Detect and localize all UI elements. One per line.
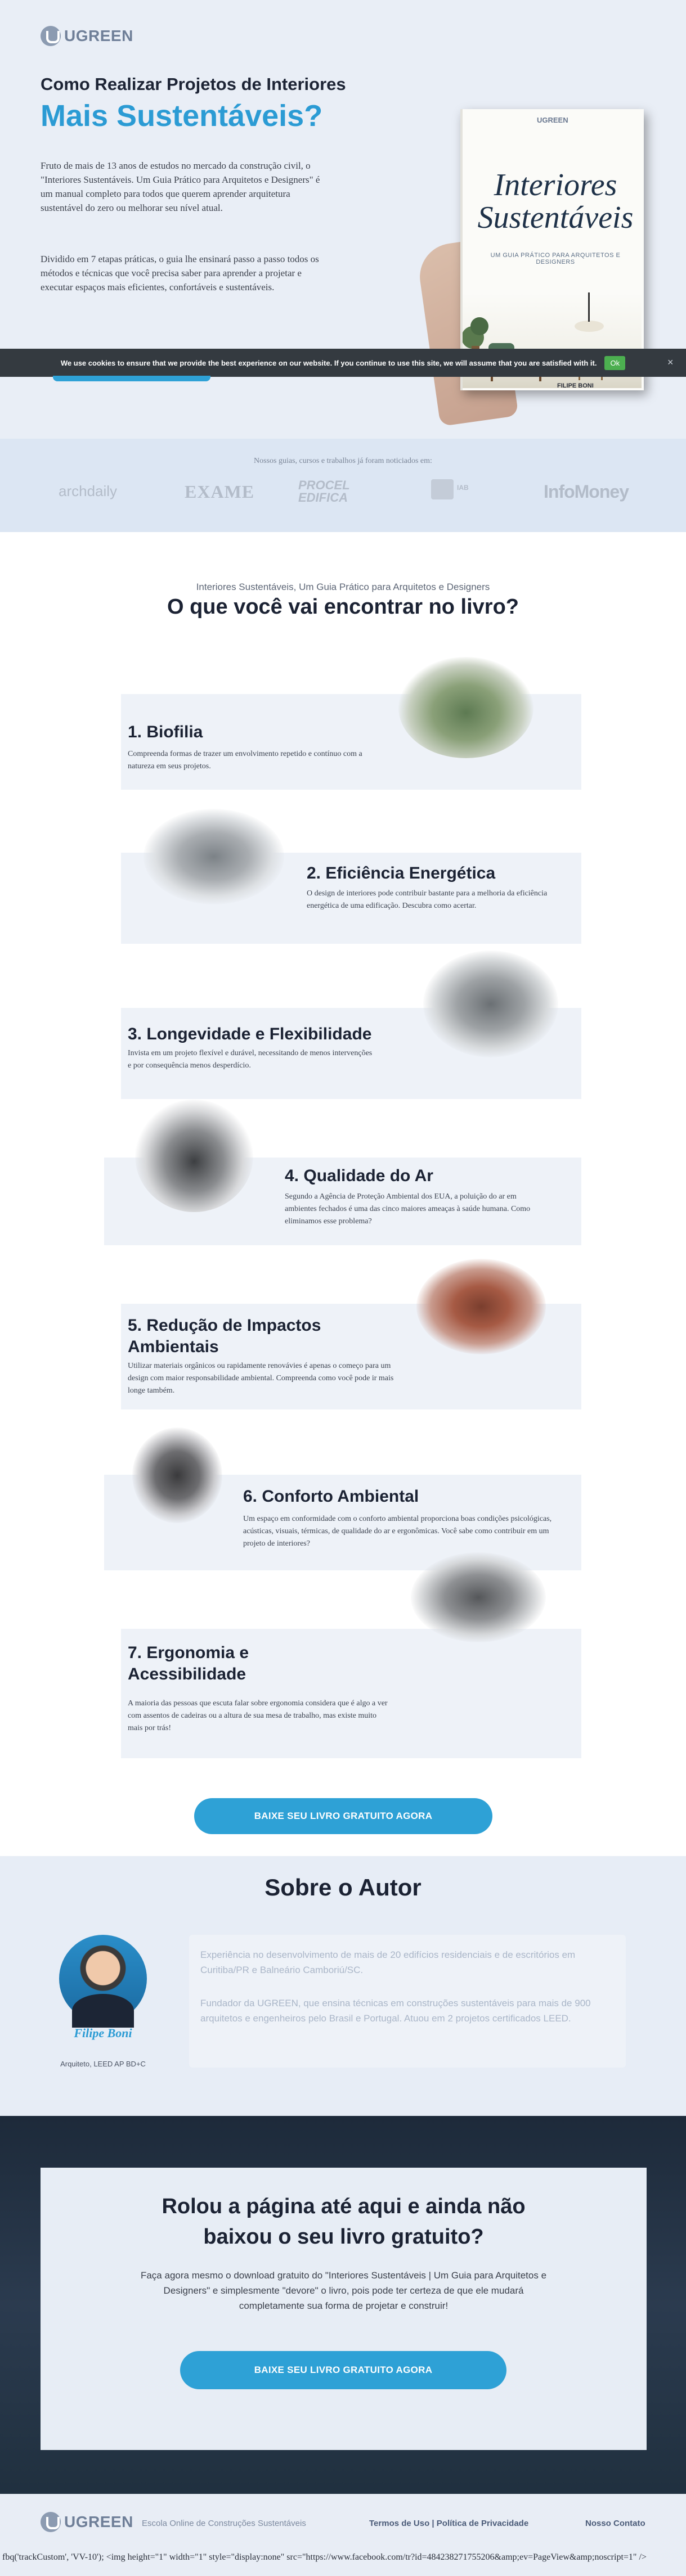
chapter-title-4: 4. Qualidade do Ar — [285, 1167, 433, 1185]
qualidade-do-ar-image — [135, 1100, 253, 1212]
impactos-ambientais-image — [416, 1259, 546, 1354]
biofilia-image — [398, 657, 533, 758]
cookie-text: We use cookies to ensure that we provide the best experience on our website. If you continue to use this site, we will assume that you are satisfied with it. — [60, 358, 597, 367]
author-bio-1: Experiência no desenvolvimento de mais de 20 edifícios residenciais e de escritórios em Curitiba/PR e Balneário Camboriú/SC. — [200, 1949, 576, 1975]
longevidade-image — [423, 951, 558, 1057]
header-logo-text: UGREEN — [64, 27, 133, 44]
cookie-close-icon[interactable]: × — [667, 357, 674, 368]
chapter-title-6: 6. Conforto Ambiental — [243, 1487, 419, 1506]
hero-title-line2: Mais Sustentáveis? — [41, 99, 323, 133]
chapter-text-2: O design de interiores pode contribuir bastante para a melhoria da eficiência energética de uma edificação. Descubra como acertar. — [307, 889, 548, 910]
press-label: Nossos guias, cursos e trabalhos já foram noticiados em: — [254, 457, 432, 465]
chapter-text-7: A maioria das pessoas que escuta falar sobre ergonomia considera que é algo a ver com assentos de cadeiras ou a altura de sua mesa de trabalho, mas existe muito mais por trás! — [128, 1699, 388, 1732]
chapter-text-6: Um espaço em conformidade com o conforto ambiental proporciona boas condições psicológicas, acústicas, visuais, térmicas, de qualidade do ar e ergonômicas. Você sabe como contribuir em um projeto de interiores? — [243, 1515, 552, 1548]
chapter-text-5: Utilizar materiais orgânicos ou rapidamente renovávies é apenas o começo para um design com maior responsabilidade ambiental. Compreenda como você pode ir mais longe também. — [128, 1362, 394, 1395]
footer — [0, 2494, 686, 2576]
book-subtitle: UM GUIA PRÁTICO PARA ARQUITETOS E DESIGNERS — [490, 252, 621, 265]
exame-logo: EXAME — [185, 481, 255, 502]
hero-download-button[interactable] — [53, 376, 210, 381]
ugreen-logo-icon — [41, 26, 61, 46]
footer-logo[interactable] — [41, 2512, 133, 2532]
final-cta-title: Rolou a página até aqui e ainda não baixou o seu livro gratuito? — [162, 2195, 526, 2249]
chapter-title-5: 5. Redução de Impactos Ambientais — [128, 1316, 321, 1356]
chapter-title-2: 2. Eficiência Energética — [307, 864, 496, 882]
book-logo: UGREEN — [537, 116, 568, 124]
infomoney-logo: InfoMoney — [544, 481, 629, 502]
header-logo[interactable] — [41, 26, 133, 46]
chapter-text-4: Segundo a Agência de Proteção Ambiental dos EUA, a poluição do ar em ambientes fechados é uma das cinco maiores ameaças à saúde humana. Como eliminamos esse problema? — [285, 1192, 531, 1226]
archdaily-logo: archdaily — [59, 483, 118, 499]
chapter-title-7: 7. Ergonomia e Acessibilidade — [128, 1643, 249, 1683]
footer-terms-privacy-link[interactable]: Termos de Uso | Política de Privacidade — [369, 2519, 529, 2528]
hero-paragraph-2: Dividido em 7 etapas práticas, o guia lhe ensinará passo a passo todos os métodos e técnicas que você precisa saber para aprender a projetar e executar espaços mais eficientes, confortáveis e sustentáveis. — [41, 254, 319, 292]
hero-title-line1: Como Realizar Projetos de Interiores — [41, 74, 346, 94]
final-cta-text: Faça agora mesmo o download gratuito do "Interiores Sustentáveis | Um Guia para Arquitetos e Designers" e simplesmente "devore" o livro, pois pode ter certeza de que ele mudará completamente sua forma de projetar e construir! — [140, 2270, 547, 2311]
author-bio-2: Fundador da UGREEN, que ensina técnicas em construções sustentáveis para mais de 900 arquitetos e engenheiros pelo Brasil e Portugal. Atuou em 2 projetos certificados LEED. — [200, 1998, 591, 2024]
chapter-text-3: Invista em um projeto flexível e durável, necessitando de menos intervenções e por consequência menos desperdício. — [128, 1049, 373, 1070]
chapter-text-1: Compreenda formas de trazer um envolvimento repetido e contínuo com a natureza em seus projetos. — [128, 750, 362, 771]
footer-logo-text: UGREEN — [64, 2513, 133, 2530]
chapter-title-1: 1. Biofilia — [128, 723, 203, 741]
footer-school-text: Escola Online de Construções Sustentáveis — [142, 2519, 306, 2528]
author-section-title: Sobre o Autor — [264, 1874, 422, 1901]
iab-logo-icon — [431, 479, 454, 499]
final-download-button[interactable]: BAIXE SEU LIVRO GRATUITO AGORA — [180, 2351, 506, 2389]
content-subtitle: Interiores Sustentáveis, Um Guia Prático para Arquitetos e Designers — [196, 582, 490, 592]
book-author: FILIPE BONI — [557, 382, 594, 389]
conforto-ambiental-image — [132, 1427, 222, 1523]
eficiencia-energetica-image — [144, 809, 284, 904]
content-title: O que você vai encontrar no livro? — [167, 595, 519, 619]
book-title: Interiores Sustentáveis — [477, 168, 634, 235]
author-avatar-body — [72, 1994, 134, 2028]
chapter-title-3: 3. Longevidade e Flexibilidade — [128, 1025, 372, 1043]
ugreen-logo-icon — [41, 2512, 61, 2532]
cookie-bar — [0, 349, 686, 377]
hero-paragraph-1: Fruto de mais de 13 anos de estudos no mercado da construção civil, o "Interiores Sustentáveis. Um Guia Prático para Arquitetos e Designers" é um manual completo para todos que querem aprender arquitetura sustentável do zero ou melhorar seu nível atual. — [41, 160, 320, 213]
noscript-text: fbq('trackCustom', 'VV-10'); <img height="1" width="1" style="display:none" src="https://www.facebook.com/tr?id=484238271755206&amp;ev=PageView&amp;noscript=1" /> — [2, 2552, 647, 2562]
iab-logo: IAB — [457, 484, 469, 492]
cookie-ok-button[interactable]: Ok — [604, 356, 625, 370]
download-button[interactable]: BAIXE SEU LIVRO GRATUITO AGORA — [194, 1798, 492, 1834]
author-role: Arquiteto, LEED AP BD+C — [60, 2060, 146, 2068]
author-name: Filipe Boni — [74, 2026, 132, 2040]
procel-edifica-logo: PROCEL EDIFICA — [298, 478, 350, 505]
ergonomia-image — [411, 1552, 546, 1642]
footer-contact-link[interactable]: Nosso Contato — [585, 2519, 645, 2528]
